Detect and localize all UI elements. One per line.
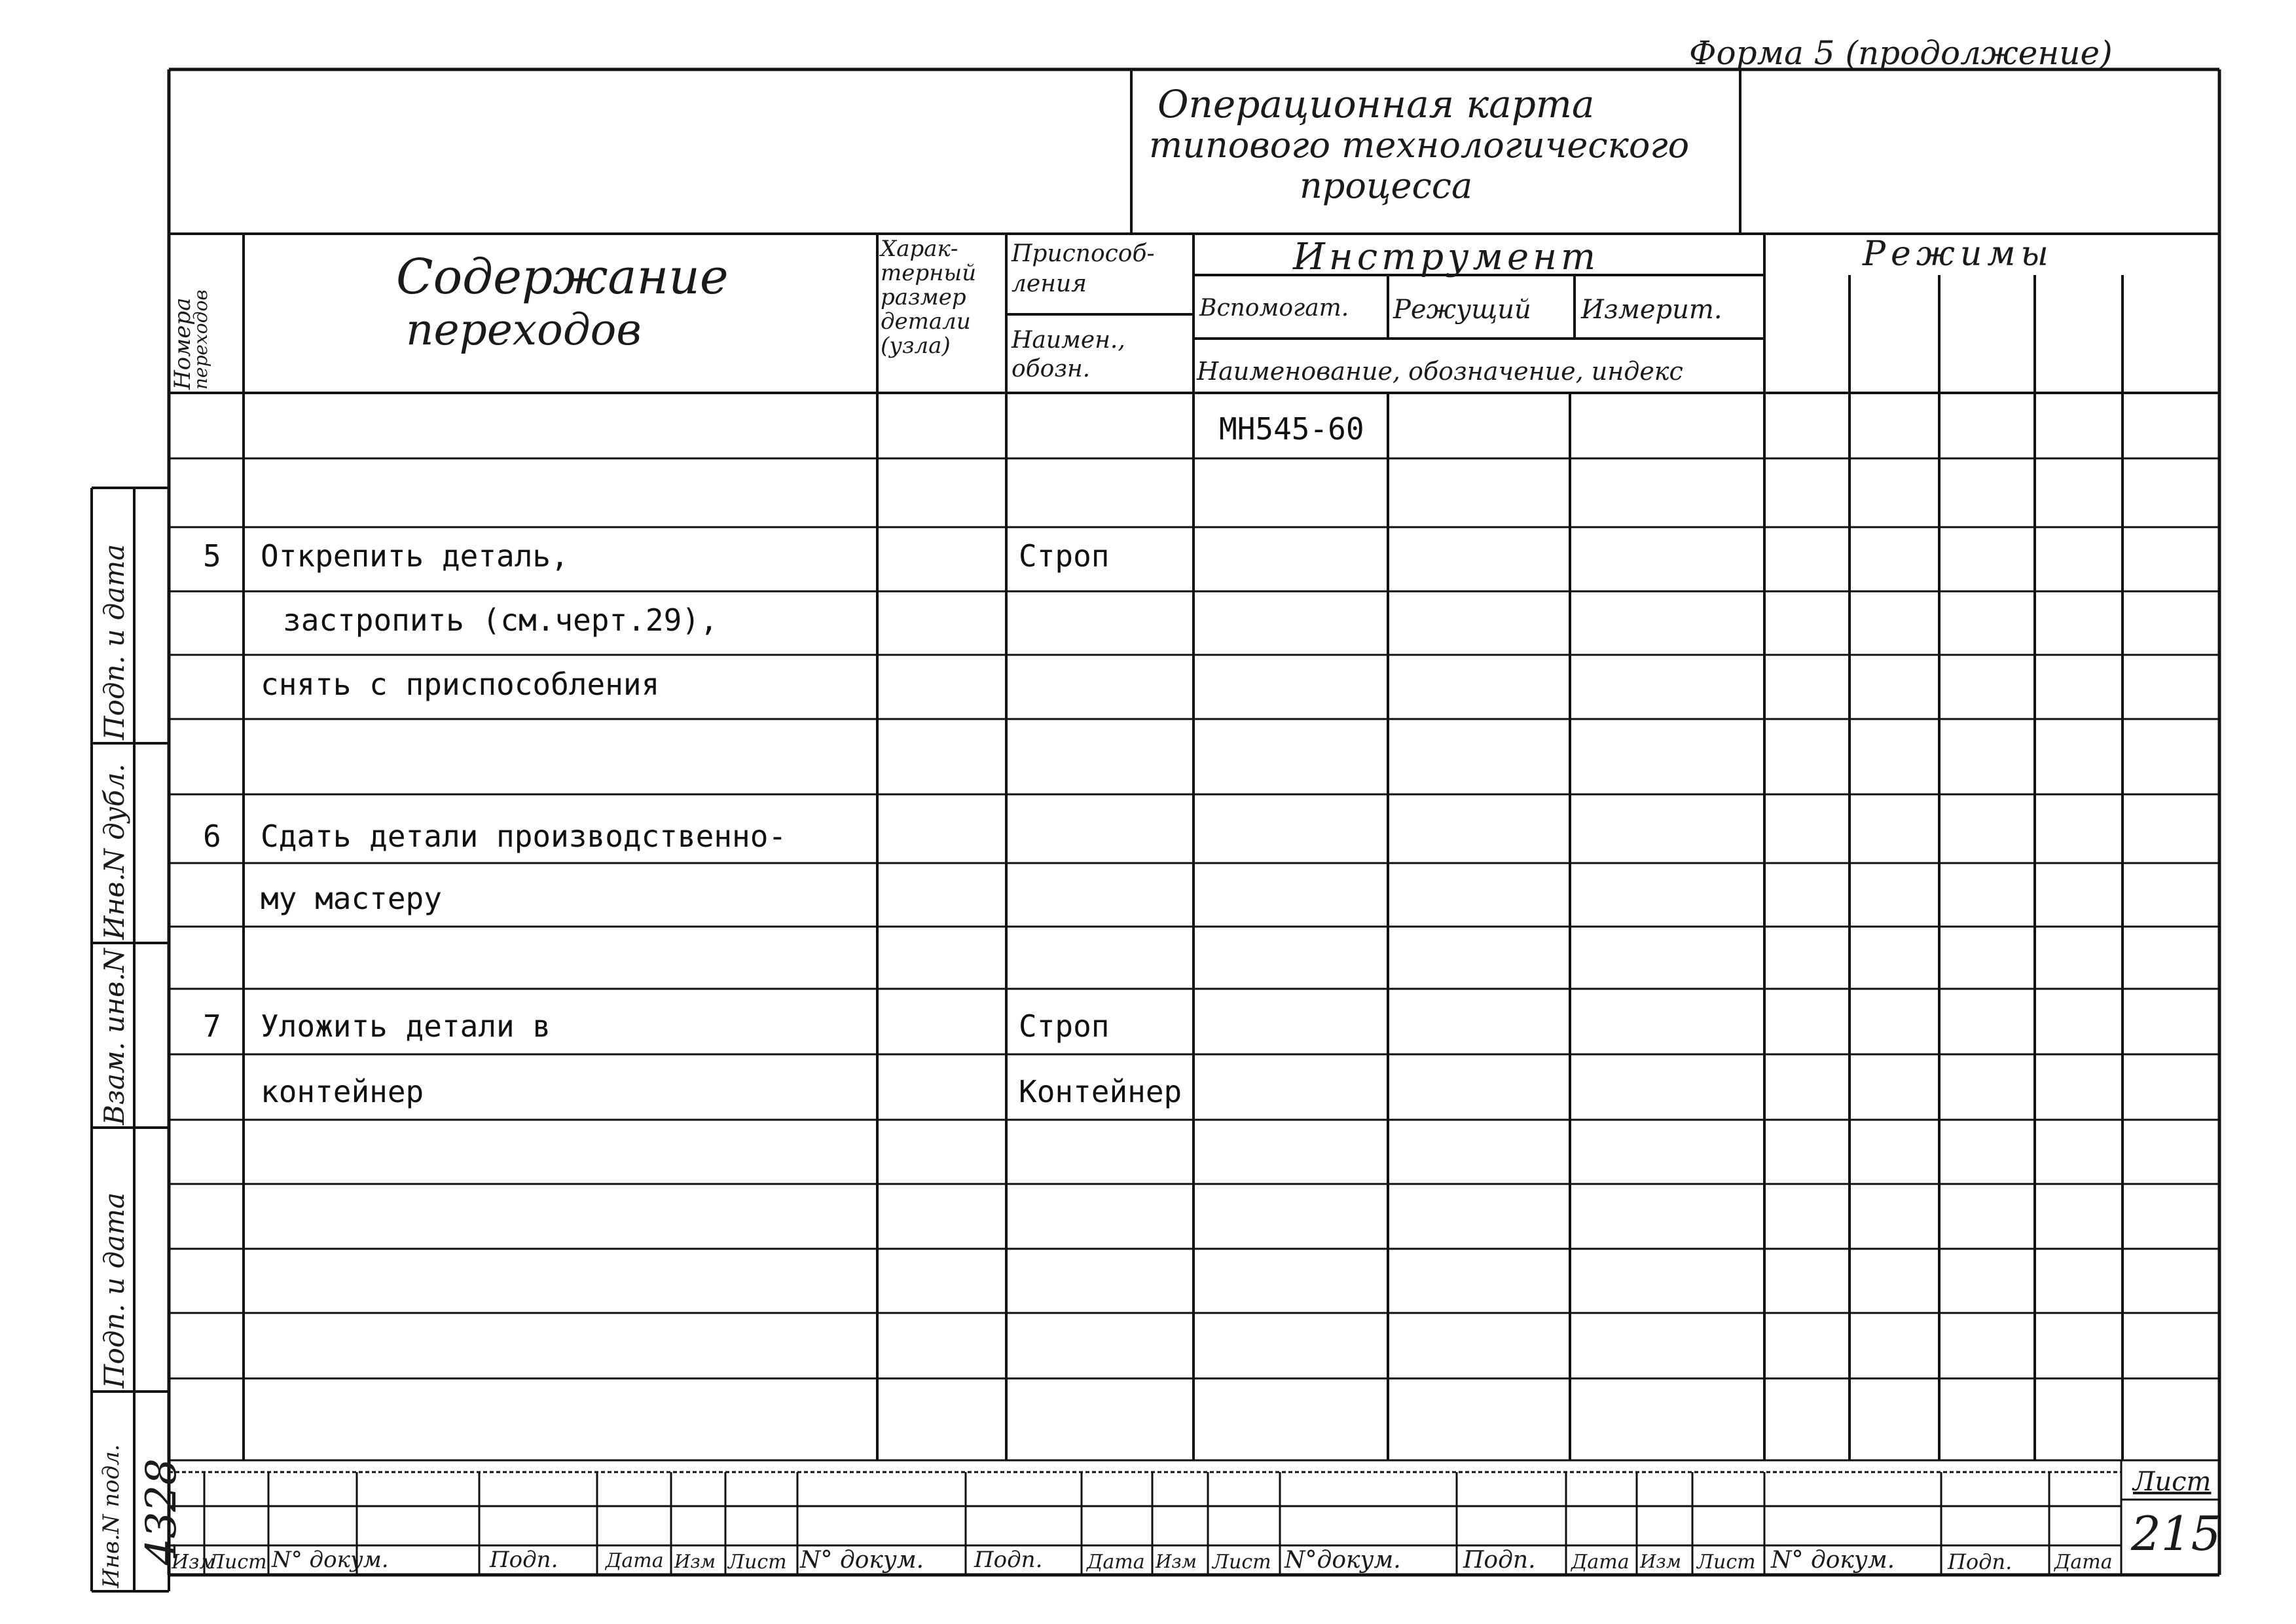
col-char-line-2: терный [881,260,977,286]
row-1-text: Открепить деталь, [261,538,569,574]
row-4-num: 6 [203,819,221,854]
footer-label-izm-2: Изм [674,1551,716,1572]
footer-label-date-1: Дата [606,1549,664,1572]
footer-label-doc-1: N° докум. [272,1547,389,1573]
footer-label-izm-4: Изм [1640,1551,1681,1572]
row-4-text: Сдать детали производственно- [261,819,787,854]
col-num-line-1: Номера [170,297,196,390]
footer-label-izm-1: Изм [172,1551,216,1574]
side-label-sign-date-1: Подп. и дата [98,544,130,740]
row-1-fixture: Строп [1019,538,1110,574]
col-instrument-header: Инструмент [1293,236,1600,278]
sheet-label: Лист [2133,1467,2212,1497]
footer-label-sign-2: Подп. [974,1547,1043,1573]
col-instr-cut: Режущий [1393,295,1531,325]
row-7-fixture: Контейнер [1019,1074,1182,1109]
col-instr-sub: Наименование, обозначение, индекс [1197,357,1683,386]
form-label: Форма 5 (продолжение) [1689,34,2113,72]
col-fixture-sub-line-2: обозн. [1011,356,1091,382]
col-char-line-5: (узла) [881,333,951,359]
side-label-orig-inv: Инв.N подл. [98,1444,124,1588]
col-instr-meas: Измерит. [1581,295,1722,325]
footer-label-date-3: Дата [1571,1551,1630,1574]
row-3-text: снять с приспособления [261,667,660,702]
footer-label-sign-1: Подп. [490,1547,558,1573]
row-7-text: контейнер [261,1074,424,1109]
card-title-line-2: типового технологического [1149,124,1690,166]
footer-label-date-4: Дата [2054,1551,2113,1574]
col-fixture-sub-line-1: Наимен., [1011,327,1125,354]
col-num-header [170,239,211,390]
side-label-repl-inv: Взам. инв.N [98,948,130,1125]
footer-label-sign-3: Подп. [1463,1547,1536,1574]
footer-label-doc-2: N° докум. [800,1547,924,1574]
footer-label-list-1: Лист [208,1551,267,1574]
row-6-num: 7 [203,1008,221,1044]
row-6-fixture: Строп [1019,1008,1110,1044]
footer-label-list-4: Лист [1697,1551,1756,1574]
col-fixture-sub [1011,326,1125,384]
row-6-text: Уложить детали в [261,1008,551,1044]
row-5-text: му мастеру [261,881,442,916]
footer-label-doc-3: N°докум. [1285,1547,1401,1574]
col-fixture-line-2: ления [1011,270,1087,297]
col-modes-header: Режимы [1863,234,2054,274]
sheet-number: 215 [2131,1506,2221,1561]
footer-label-list-3: Лист [1212,1551,1271,1574]
col-content-line-1: Содержание [396,249,729,305]
inventory-number: 4328 [137,1458,186,1565]
card-title-line-1: Операционная карта [1157,82,1595,126]
side-label-dup-inv: Инв.N дубл. [98,764,130,940]
col-instr-aux: Вспомогат. [1199,295,1349,322]
footer-label-date-2: Дата [1087,1551,1145,1574]
col-char-header [881,237,976,358]
col-num-line-2: переходов [190,289,211,390]
row-2-text: застропить (см.черт.29), [283,602,718,638]
card-title-line-3: процесса [1300,165,1473,206]
row-0-instr: МН545-60 [1219,411,1364,447]
row-1-num: 5 [203,538,221,574]
col-char-line-4: детали [881,308,971,335]
col-char-line-3: размер [881,284,966,310]
col-fixture-line-1: Приспособ- [1011,240,1155,267]
side-label-sign-date-2: Подп. и дата [98,1192,130,1388]
col-fixture-header [1011,239,1155,299]
footer-label-list-2: Лист [728,1551,787,1574]
col-char-line-1: Харак- [881,236,958,262]
footer-label-izm-3: Изм [1156,1551,1197,1572]
footer-label-doc-4: N° докум. [1771,1547,1895,1574]
col-content-line-2: переходов [406,304,642,355]
footer-label-sign-4: Подп. [1948,1549,2013,1574]
